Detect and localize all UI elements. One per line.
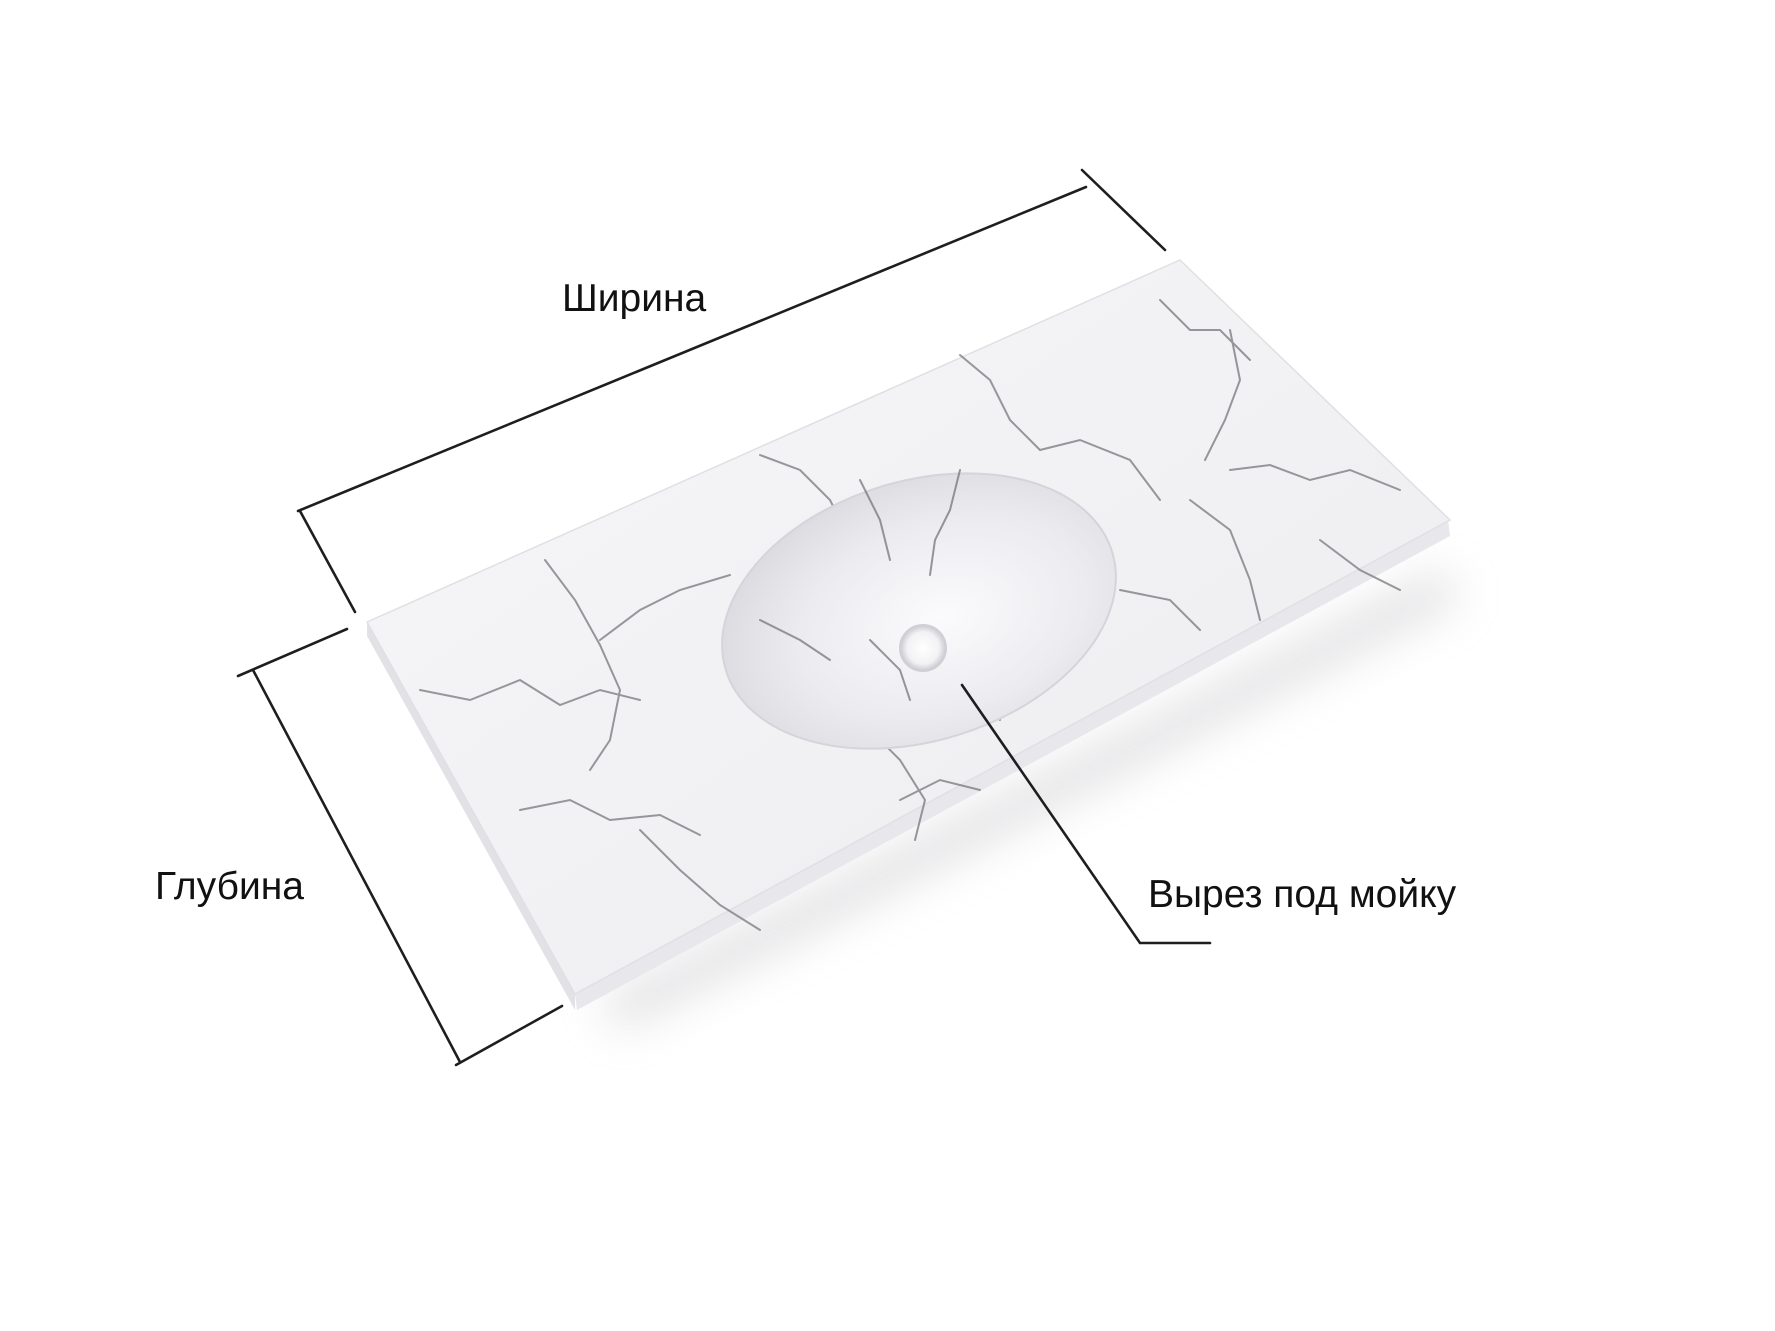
depth-label: Глубина (155, 865, 304, 908)
width-label: Ширина (562, 277, 707, 320)
sink-cutout-label: Вырез под мойку (1148, 873, 1457, 916)
drain-hole (900, 625, 946, 671)
